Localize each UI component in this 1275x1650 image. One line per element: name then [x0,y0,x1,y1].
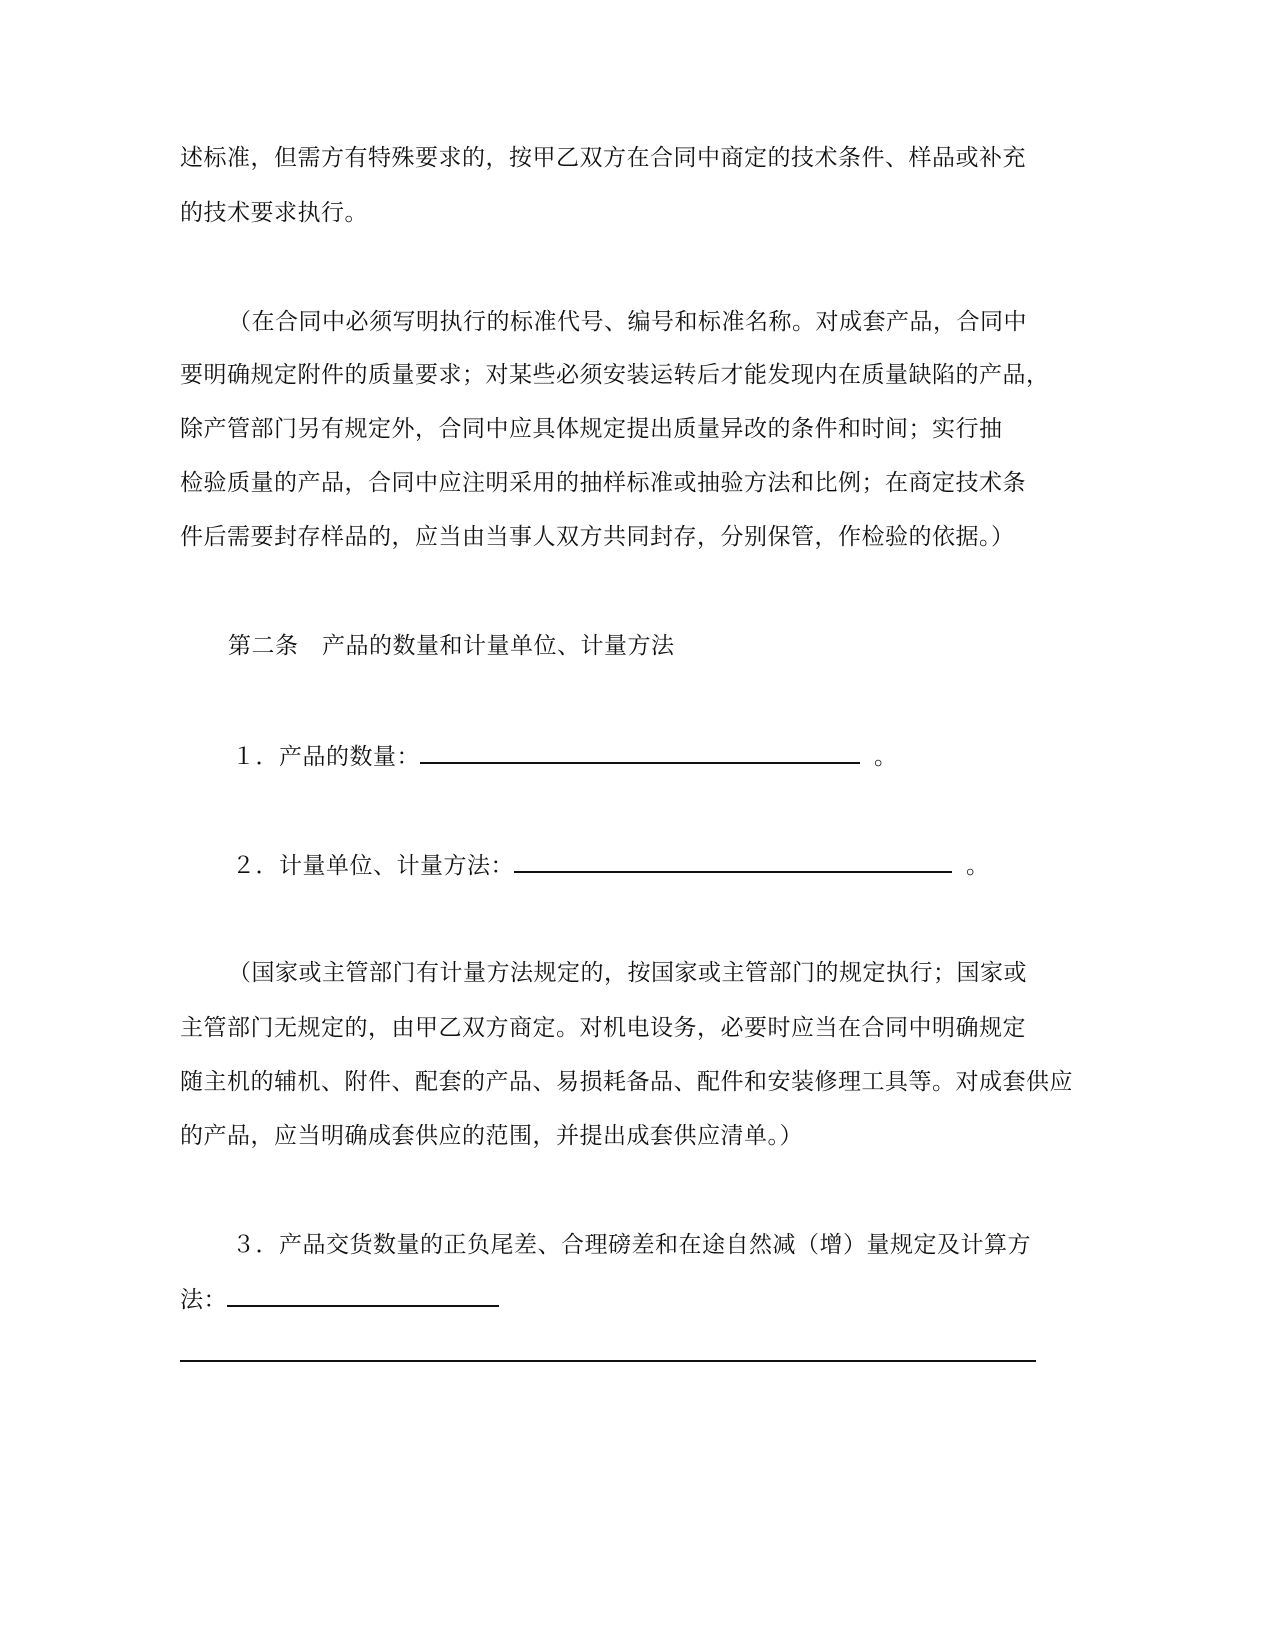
item-unit-method [232,849,990,881]
article-heading: 第二条 产品的数量和计量单位、计量方法 [228,633,675,659]
item-quantity-label: １．产品的数量： [232,744,420,770]
item-unit-method-end: 。 [966,853,990,879]
note-paragraph-line: 检验质量的产品，合同中应注明采用的抽样标准或抽验方法和比例；在商定技术条 [180,470,1026,496]
note-paragraph-line: 要明确规定附件的质量要求；对某些必须安装运转后才能发现内在质量缺陷的产品， [180,362,1050,388]
paragraph-line: 的技术要求执行。 [180,200,368,226]
item-tolerance-line: ３．产品交货数量的正负尾差、合理磅差和在途自然减（增）量规定及计算方 [232,1232,1031,1258]
item-unit-method-label: ２．计量单位、计量方法： [232,853,514,879]
note-paragraph-line: 随主机的辅机、附件、配套的产品、易损耗备品、配件和安装修理工具等。对成套供应 [180,1069,1073,1095]
note-paragraph-line: 的产品，应当明确成套供应的范围，并提出成套供应清单。） [180,1123,803,1149]
note-paragraph-line: 件后需要封存样品的，应当由当事人双方共同封存，分别保管，作检验的依据。） [180,524,1015,550]
note-paragraph-line: （国家或主管部门有计量方法规定的，按国家或主管部门的规定执行；国家或 [228,960,1027,986]
unit-method-fill-blank [514,849,952,873]
item-tolerance-label: 法： [180,1287,227,1313]
tolerance-fill-blank [227,1283,499,1307]
item-quantity-end: 。 [874,744,898,770]
item-tolerance-method [180,1283,499,1315]
note-paragraph-line: （在合同中必须写明执行的标准代号、编号和标准名称。对成套产品，合同中 [228,309,1027,335]
note-paragraph-line: 除产管部门另有规定外，合同中应具体规定提出质量异改的条件和时间；实行抽 [180,416,1003,442]
paragraph-line: 述标准，但需方有特殊要求的，按甲乙双方在合同中商定的技术条件、样品或补充 [180,145,1026,171]
quantity-fill-blank [420,740,860,764]
fill-in-rule [180,1360,1036,1362]
note-paragraph-line: 主管部门无规定的，由甲乙双方商定。对机电设务，必要时应当在合同中明确规定 [180,1015,1026,1041]
item-quantity [232,740,898,772]
